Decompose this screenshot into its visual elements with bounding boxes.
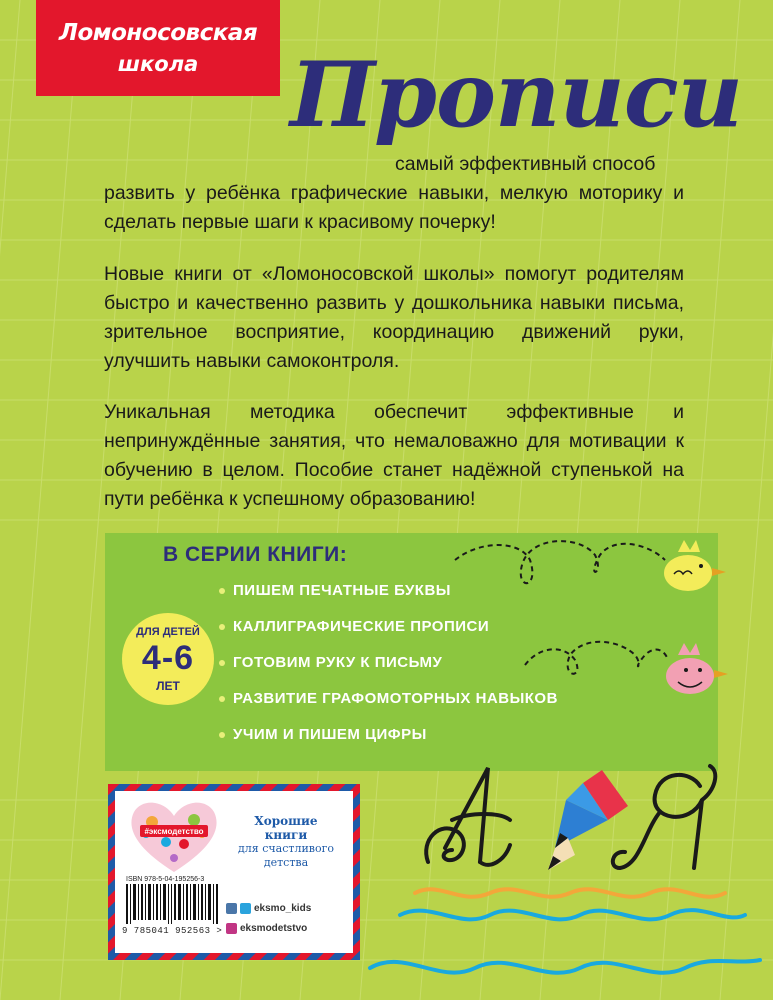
social-links <box>226 898 311 938</box>
wave-blue-1 <box>400 910 745 919</box>
age-label-top: ДЛЯ ДЕТЕЙ <box>136 626 200 638</box>
social-row-1 <box>226 898 311 918</box>
hashtag-label: #эксмодетство <box>144 827 204 836</box>
logo-line1: Ломоносовская <box>58 20 258 46</box>
wave-orange <box>415 889 725 897</box>
book-title: Прописи <box>290 42 743 148</box>
slogan-line4: детства <box>263 856 309 869</box>
cursive-letter-a <box>426 768 510 865</box>
series-item: РАЗВИТИЕ ГРАФОМОТОРНЫХ НАВЫКОВ <box>233 689 558 725</box>
series-item: УЧИМ И ПИШЕМ ЦИФРЫ <box>233 725 558 761</box>
telegram-icon <box>240 903 251 914</box>
lead-first-line: самый эффективный способ <box>395 153 656 175</box>
bird-yellow-icon <box>664 540 726 591</box>
bird-pink-icon <box>666 643 728 694</box>
social-row-2 <box>226 918 311 938</box>
slogan-line2: книги <box>264 828 308 842</box>
instagram-icon <box>226 923 237 934</box>
wave-blue-2 <box>370 960 760 973</box>
heart-icon <box>126 798 222 874</box>
cursive-letter-ya <box>613 766 715 868</box>
series-item: ГОТОВИМ РУКУ К ПИСЬМУ <box>233 653 558 689</box>
isbn-text: ISBN 978-5-04-195256-3 <box>126 876 205 883</box>
series-title: В СЕРИИ КНИГИ: <box>163 543 348 566</box>
series-item: ПИШЕМ ПЕЧАТНЫЕ БУКВЫ <box>233 581 558 617</box>
age-range: 4-6 <box>141 639 195 677</box>
lead-paragraph: развить у ребёнка графические навыки, мелкую моторику и сделать первые шаги к красивому почерку! <box>104 182 684 233</box>
dashed-loop-path-2 <box>525 642 668 674</box>
social-handle-2: eksmodetstvo <box>240 922 308 934</box>
slogan-line1: Хорошие <box>254 814 318 828</box>
description-paragraph-2: Уникальная методика обеспечит эффективные и непринуждённые занятия, что немаловажно для мотивации к обучению в целом. Пособие станет надёжной ступенькой на пути ребёнка к успешному образованию! <box>104 401 684 510</box>
series-item: КАЛЛИГРАФИЧЕСКИЕ ПРОПИСИ <box>233 617 558 653</box>
logo-line2: школа <box>117 52 199 76</box>
description-paragraph-1: Новые книги от «Ломоносовской школы» помогут родителям быстро и качественно развить у дошкольника навыки письма, зрительное восприятие, координацию движений руки, улучшить навыки самоконтроля. <box>104 263 684 372</box>
social-handle-1: eksmo_kids <box>254 902 312 914</box>
slogan-line3: для счастливого <box>238 842 334 855</box>
barcode <box>126 884 218 924</box>
age-label-bottom: ЛЕТ <box>156 679 180 693</box>
envelope-card <box>108 784 360 960</box>
dashed-loop-path-1 <box>455 541 665 583</box>
vk-icon <box>226 903 237 914</box>
card-slogan <box>226 814 346 870</box>
barcode-number: 9 785041 952563 > <box>122 926 223 936</box>
